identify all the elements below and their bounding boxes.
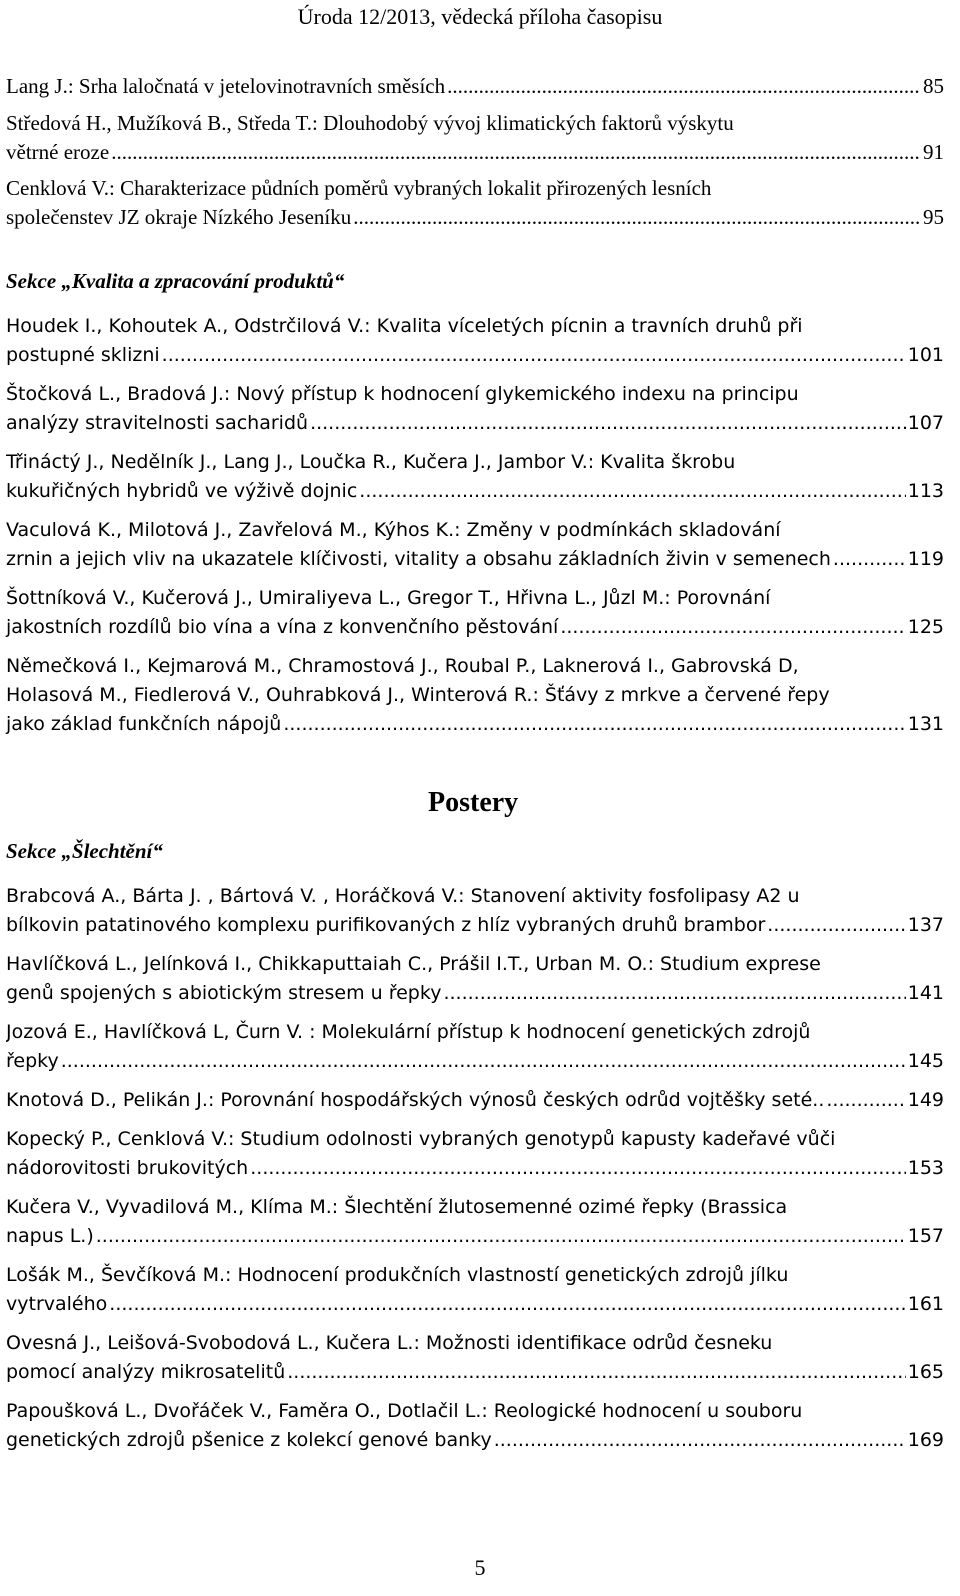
entry-title-line: nádorovitosti brukovitých xyxy=(6,1157,249,1179)
postery-heading: Postery xyxy=(428,787,519,818)
entry-page-number: 165 xyxy=(907,1361,944,1383)
entry-cenklova xyxy=(6,174,944,232)
entry-title-line: Kopecký P., Cenklová V.: Studium odolnosti vybraných genotypů kapusty kadeřavé vůči xyxy=(6,1128,836,1150)
entry-title-line: Cenklová V.: Charakterizace půdních poměrů vybraných lokalit přirozených lesních xyxy=(6,176,712,200)
entry-title-line: genetických zdrojů pšenice z kolekcí genové banky xyxy=(6,1429,492,1451)
entry-stockova xyxy=(6,380,944,438)
entry-kopecky xyxy=(6,1125,944,1183)
entry-stredova xyxy=(6,109,944,167)
dot-leader xyxy=(826,1086,905,1115)
entry-title-line: pomocí analýzy mikrosatelitů xyxy=(6,1361,286,1383)
entry-title-line: Středová H., Mužíková B., Středa T.: Dlouhodobý vývoj klimatických faktorů výskytu xyxy=(6,111,734,135)
entry-page-number: 95 xyxy=(923,205,944,229)
running-header: Úroda 12/2013, vědecká příloha časopisu xyxy=(297,4,663,29)
entry-title-line: zrnin a jejich vliv na ukazatele klíčivosti, vitality a obsahu základních živin v semenech xyxy=(6,548,831,570)
dot-leader xyxy=(96,1222,906,1251)
entry-title-line: analýzy stravitelnosti sacharidů xyxy=(6,412,309,434)
entry-page-number: 85 xyxy=(923,74,944,98)
entry-title-line: jako základ funkčních nápojů xyxy=(6,713,282,735)
entry-title-line: Třináctý J., Nedělník J., Lang J., Loučka R., Kučera J., Jambor V.: Kvalita škrobu xyxy=(6,451,736,473)
entry-nemeckova xyxy=(6,652,944,739)
entry-trinacty xyxy=(6,448,944,506)
entry-page-number: 125 xyxy=(907,616,944,638)
dot-leader xyxy=(111,138,921,167)
dot-leader xyxy=(833,545,906,574)
entry-title-line: Vaculová K., Milotová J., Zavřelová M., Kýhos K.: Změny v podmínkách skladování xyxy=(6,519,781,541)
entry-title-line: Papoušková L., Dvořáček V., Faměra O., Dotlačil L.: Reologické hodnocení u souboru xyxy=(6,1400,803,1422)
entry-title-line: Lošák M., Ševčíková M.: Hodnocení produkčních vlastností genetických zdrojů jílku xyxy=(6,1264,789,1286)
entry-title-line: společenstev JZ okraje Nízkého Jeseníku xyxy=(6,205,352,229)
table-of-contents xyxy=(6,70,944,1455)
entry-page-number: 141 xyxy=(907,982,944,1004)
entry-title-line: Němečková I., Kejmarová M., Chramostová J., Roubal P., Laknerová I., Gabrovská D, xyxy=(6,655,799,677)
dot-leader xyxy=(353,203,921,232)
entry-houdek xyxy=(6,312,944,370)
dot-leader xyxy=(494,1426,906,1455)
entry-title-line: Šottníková V., Kučerová J., Umiraliyeva L., Gregor T., Hřivna L., Jůzl M.: Porovnání xyxy=(6,587,771,609)
dot-leader xyxy=(767,911,905,940)
entry-title-line: postupné sklizni xyxy=(6,344,160,366)
entry-title-line: Štočková L., Bradová J.: Nový přístup k hodnocení glykemického indexu na principu xyxy=(6,383,799,405)
entry-page-number: 119 xyxy=(907,548,944,570)
section-heading-kvalita: Sekce „Kvalita a zpracování produktů“ xyxy=(6,269,345,293)
entry-pouskova xyxy=(6,1397,944,1455)
entry-title-line: Ovesná J., Leišová-Svobodová L., Kučera L.: Možnosti identifikace odrůd česneku xyxy=(6,1332,773,1354)
entry-title-line: Houdek I., Kohoutek A., Odstrčilová V.: Kvalita víceletých pícnin a travních druhů při xyxy=(6,315,803,337)
entry-title-line: větrné eroze xyxy=(6,140,110,164)
entry-page-number: 161 xyxy=(907,1293,944,1315)
entry-page-number: 153 xyxy=(907,1157,944,1179)
dot-leader xyxy=(162,341,906,370)
entry-title-line: kukuřičných hybridů ve výživě dojnic xyxy=(6,480,358,502)
dot-leader xyxy=(443,979,905,1008)
entry-title-line: Kučera V., Vyvadilová M., Klíma M.: Šlechtění žlutosemenné ozimé řepky (Brassica xyxy=(6,1196,788,1218)
entry-page-number: 131 xyxy=(907,713,944,735)
entry-title-line: jakostních rozdílů bio vína a vína z konvenčního pěstování xyxy=(6,616,559,638)
entry-vaculova xyxy=(6,516,944,574)
entry-lang xyxy=(6,72,944,101)
dot-leader xyxy=(287,1358,906,1387)
entry-page-number: 107 xyxy=(907,412,944,434)
dot-leader xyxy=(283,710,905,739)
entry-page-number: 149 xyxy=(907,1089,944,1111)
dot-leader xyxy=(109,1290,905,1319)
page-number: 5 xyxy=(474,1555,486,1580)
dot-leader xyxy=(310,409,906,438)
entry-page-number: 137 xyxy=(907,914,944,936)
dot-leader xyxy=(447,72,921,101)
dot-leader xyxy=(61,1047,906,1076)
entry-page-number: 101 xyxy=(907,344,944,366)
entry-title-line: vytrvalého xyxy=(6,1293,108,1315)
entry-title-line: Jozová E., Havlíčková L, Čurn V. : Molekulární přístup k hodnocení genetických zdrojů xyxy=(6,1021,811,1043)
entry-title-line: řepky xyxy=(6,1050,59,1072)
entry-sottnikova xyxy=(6,584,944,642)
entry-page-number: 113 xyxy=(907,480,944,502)
dot-leader xyxy=(250,1154,906,1183)
entry-ovesna xyxy=(6,1329,944,1387)
entry-title-line: Brabcová A., Bárta J. , Bártová V. , Horáčková V.: Stanovení aktivity fosfolipasy A2 u xyxy=(6,885,800,907)
entry-page-number: 157 xyxy=(907,1225,944,1247)
entry-title-line: Lang J.: Srha laločnatá v jetelovinotravních směsích xyxy=(6,74,446,98)
entry-page-number: 145 xyxy=(907,1050,944,1072)
entry-title-line: bílkovin patatinového komplexu purifikovaných z hlíz vybraných druhů brambor xyxy=(6,914,766,936)
section-heading-slechteni: Sekce „Šlechtění“ xyxy=(6,839,163,863)
dot-leader xyxy=(560,613,905,642)
entry-title-line: napus L.) xyxy=(6,1225,94,1247)
entry-title-line: Holasová M., Fiedlerová V., Ouhrabková J., Winterová R.: Šťávy z mrkve a červené řepy xyxy=(6,684,830,706)
entry-page-number: 91 xyxy=(923,140,944,164)
entry-brabcova xyxy=(6,882,944,940)
entry-page-number: 169 xyxy=(907,1429,944,1451)
dot-leader xyxy=(359,477,905,506)
entry-title-line: Havlíčková L., Jelínková I., Chikkaputtaiah C., Prášil I.T., Urban M. O.: Studium exprese xyxy=(6,953,821,975)
entry-jozova xyxy=(6,1018,944,1076)
entry-title-line: genů spojených s abiotickým stresem u řepky xyxy=(6,982,442,1004)
entry-havlickova xyxy=(6,950,944,1008)
entry-losak xyxy=(6,1261,944,1319)
entry-title-line: Knotová D., Pelikán J.: Porovnání hospodářských výnosů českých odrůd vojtěšky seté.. xyxy=(6,1089,825,1111)
entry-knotova xyxy=(6,1086,944,1115)
entry-kucera xyxy=(6,1193,944,1251)
